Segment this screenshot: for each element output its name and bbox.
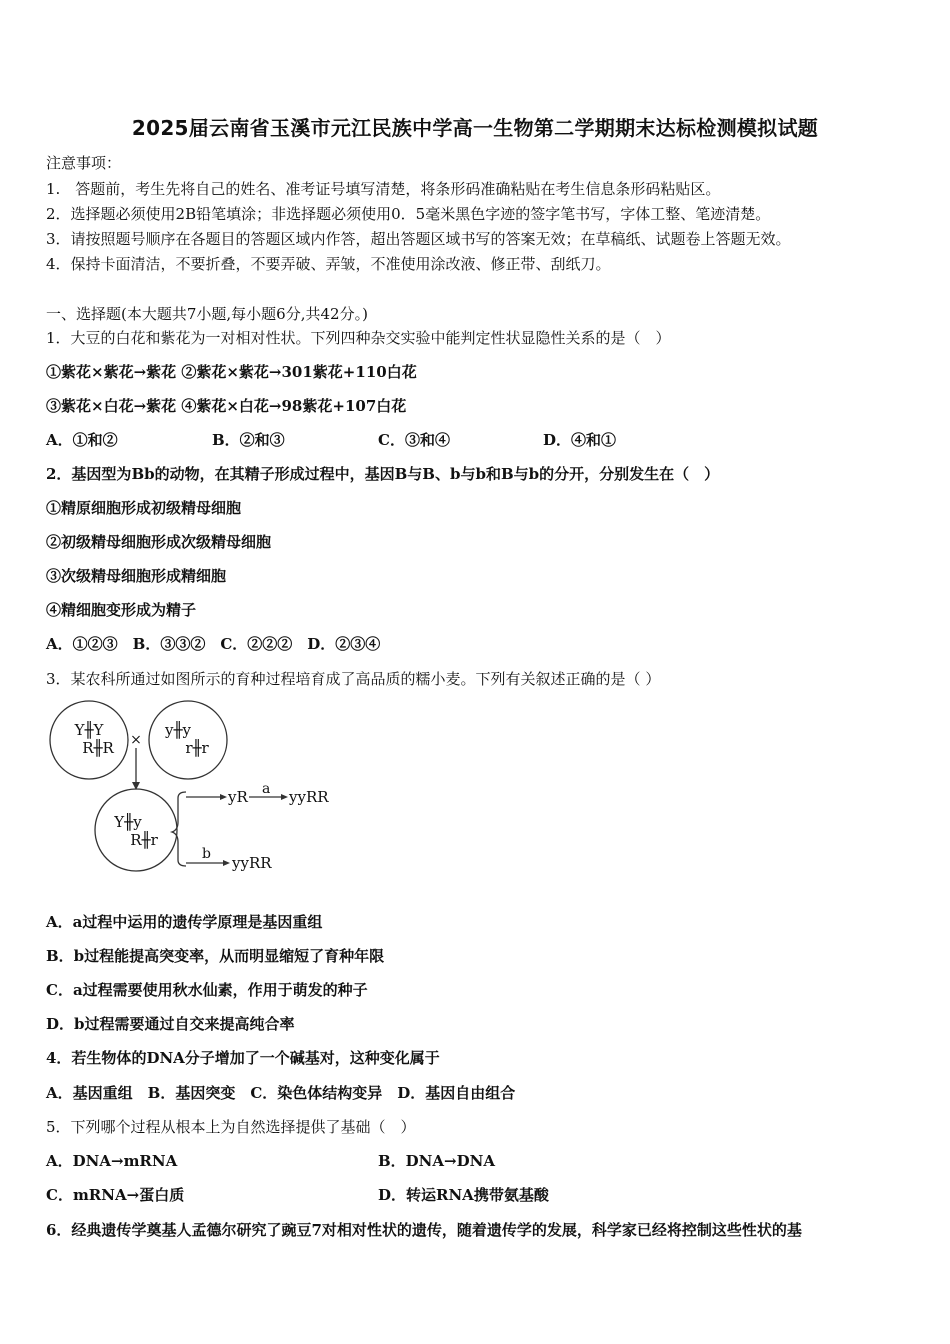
question-3-option-d[interactable]: D．b过程需要通过自交来提高纯合率 bbox=[46, 1015, 295, 1033]
notice-heading: 注意事项： bbox=[46, 154, 122, 172]
cell-1-bottom-label: R╫R bbox=[82, 739, 114, 757]
intermediate-genotype: yR bbox=[228, 788, 248, 806]
page-title: 2025届云南省玉溪市元江民族中学高一生物第二学期期末达标检测模拟试题 bbox=[131, 116, 819, 140]
question-5-stem: 5．下列哪个过程从根本上为自然选择提供了基础（ ） bbox=[46, 1118, 416, 1136]
cross-sign: × bbox=[130, 732, 142, 748]
question-3-option-b[interactable]: B．b过程能提高突变率，从而明显缩短了育种年限 bbox=[46, 947, 385, 965]
question-1-stem: 1．大豆的白花和紫花为一对相对性状。下列四种杂交实验中能判定性状显隐性关系的是（ ） bbox=[46, 329, 671, 347]
question-1-option-c[interactable]: C．③和④ bbox=[378, 431, 450, 449]
notice-item: 2．选择题必须使用2B铅笔填涂；非选择题必须使用0．5毫米黑色字迹的签字笔书写，字体工整、笔迹清楚。 bbox=[46, 205, 771, 223]
question-2-stem: 2．基因型为Bb的动物，在其精子形成过程中，基因B与B、b与b和B与b的分开，分别发生在（ ） bbox=[46, 465, 720, 483]
process-a-result: yyRR bbox=[289, 788, 329, 806]
process-b-label: b bbox=[202, 846, 211, 862]
question-3-option-c[interactable]: C．a过程需要使用秋水仙素，作用于萌发的种子 bbox=[46, 981, 368, 999]
question-1-line: ③紫花×白花→紫花 ④紫花×白花→98紫花+107白花 bbox=[46, 397, 407, 415]
question-5-option-a[interactable]: A．DNA→mRNA bbox=[46, 1152, 178, 1170]
cell-1-top-label: Y╫Y bbox=[74, 721, 104, 739]
question-5-option-b[interactable]: B．DNA→DNA bbox=[378, 1152, 495, 1170]
question-1-option-b[interactable]: B．②和③ bbox=[212, 431, 285, 449]
question-1-option-d[interactable]: D．④和① bbox=[543, 431, 617, 449]
process-a-label: a bbox=[262, 781, 271, 797]
question-2-item: ④精细胞变形成为精子 bbox=[46, 601, 197, 619]
question-1-option-a[interactable]: A．①和② bbox=[46, 431, 118, 449]
question-2-item: ①精原细胞形成初级精母细胞 bbox=[46, 499, 242, 517]
question-2-item: ③次级精母细胞形成精细胞 bbox=[46, 567, 227, 585]
question-4-options[interactable]: A．基因重组 B．基因突变 C．染色体结构变异 D．基因自由组合 bbox=[46, 1084, 516, 1102]
question-5-option-c[interactable]: C．mRNA→蛋白质 bbox=[46, 1186, 185, 1204]
question-2-options[interactable]: A．①②③ B．③③② C．②②② D．②③④ bbox=[46, 635, 381, 653]
breeding-diagram bbox=[40, 700, 360, 880]
cell-2-top-label: y╫y bbox=[165, 721, 191, 739]
cell-3-bottom-label: R╫r bbox=[130, 831, 158, 849]
cell-2-bottom-label: r╫r bbox=[185, 739, 209, 757]
question-5-option-d[interactable]: D．转运RNA携带氨基酸 bbox=[378, 1186, 549, 1204]
notice-item: 3．请按照题号顺序在各题目的答题区域内作答，超出答题区域书写的答案无效；在草稿纸、试题卷上答题无效。 bbox=[46, 230, 791, 248]
section-heading: 一、选择题(本大题共7小题,每小题6分,共42分。) bbox=[46, 305, 368, 323]
question-6-stem: 6．经典遗传学奠基人孟德尔研究了豌豆7对相对性状的遗传，随着遗传学的发展，科学家已经将控制这些性状的基 bbox=[46, 1221, 802, 1239]
question-1-line: ①紫花×紫花→紫花 ②紫花×紫花→301紫花+110白花 bbox=[46, 363, 417, 381]
cell-3-top-label: Y╫y bbox=[114, 813, 142, 831]
process-b-result: yyRR bbox=[232, 854, 272, 872]
question-3-stem: 3．某农科所通过如图所示的育种过程培育成了高品质的糯小麦。下列有关叙述正确的是（ ） bbox=[46, 670, 661, 688]
notice-item: 4．保持卡面清洁，不要折叠，不要弄破、弄皱，不准使用涂改液、修正带、刮纸刀。 bbox=[46, 255, 611, 273]
question-2-item: ②初级精母细胞形成次级精母细胞 bbox=[46, 533, 272, 551]
notice-item: 1. 答题前，考生先将自己的姓名、准考证号填写清楚，将条形码准确粘贴在考生信息条形码粘贴区。 bbox=[46, 180, 721, 198]
question-3-option-a[interactable]: A．a过程中运用的遗传学原理是基因重组 bbox=[46, 913, 323, 931]
question-4-stem: 4．若生物体的DNA分子增加了一个碱基对，这种变化属于 bbox=[46, 1049, 440, 1067]
